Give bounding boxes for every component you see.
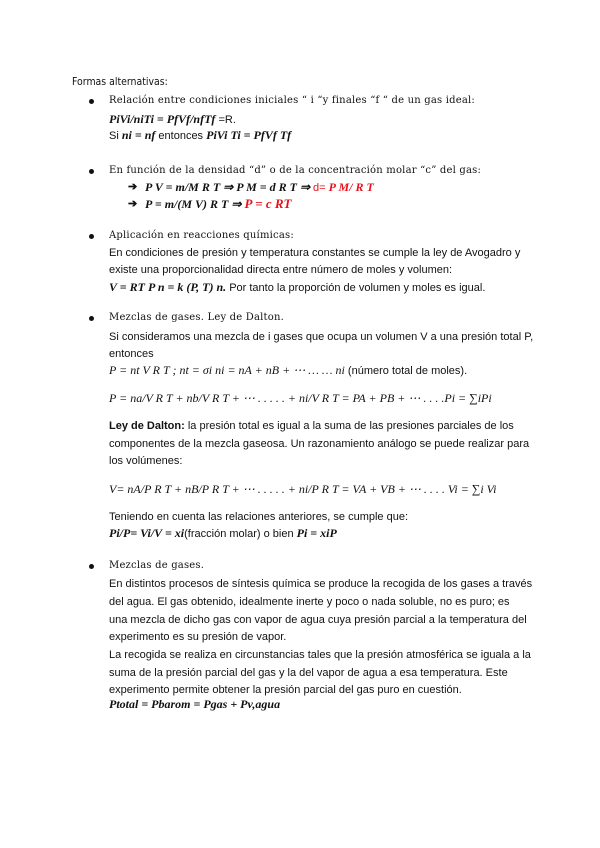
text: Si [109, 130, 122, 142]
s5-line: En distintos procesos de síntesis química se produce la recogida de los gases a través [109, 578, 533, 590]
s4-line2: entonces [109, 348, 154, 360]
equation: P V = m/M R T ⇒ P M = d R T ⇒ [145, 180, 314, 194]
equation: PiVi/niTi = PfVf/nfTf [109, 112, 216, 126]
s4-eq1 [109, 363, 467, 378]
bullet-icon [89, 564, 94, 569]
s4-line5: Teniendo en cuenta las relaciones anteriores, se cumple que: [109, 511, 409, 523]
s5-line: una mezcla de dicho gas con vapor de agua cuya presión parcial a la temperatura del [109, 614, 527, 626]
s3-line3 [109, 280, 485, 295]
section-title: Formas alternativas: [72, 75, 168, 88]
bullet-icon [89, 169, 94, 174]
s4-line4: los volúmenes: [109, 455, 183, 467]
s3-line2: existe una proporcionalidad directa entre número de moles y volumen: [109, 264, 453, 276]
equation: P = m/(M V) R T ⇒ [145, 197, 245, 211]
highlight: d= [313, 182, 329, 194]
s3-line1: En condiciones de presión y temperatura constantes se cumple la ley de Avogadro y [109, 247, 521, 259]
s2-eq2 [145, 197, 291, 212]
s4-eq2 [109, 391, 492, 406]
s1-heading: Relación entre condiciones iniciales “ i “y finales “f “ de un gas ideal: [109, 95, 475, 106]
s2-eq1 [145, 180, 374, 195]
equation: Ptotal = Pbarom = Pgas + Pv,agua [109, 697, 281, 711]
label: Ley de Dalton: [109, 420, 185, 432]
equation: P = nt V R T ; nt = σi ni = nA + nB + ⋯ … … ni [109, 363, 345, 377]
s4-line3: componentes de la mezcla gaseosa. Un razonamiento análogo se puede realizar para [109, 438, 530, 450]
text: (fracción molar) o bien [184, 528, 297, 540]
bullet-icon [89, 316, 94, 321]
s5-eq [109, 697, 280, 712]
s5-line: experimento es su presión de vapor. [109, 631, 287, 643]
equation: P = na/V R T + nb/V R T + ⋯ . . . . . + ni/V R T = PA + PB + ⋯ . . . .Pi = ∑iPi [109, 391, 492, 405]
equation: V= nA/P R T + nB/P R T + ⋯ . . . . . + ni/P R T = VA + VB + ⋯ . . . . Vi = ∑i Vi [109, 482, 497, 496]
highlight-equation: P = c RT [244, 196, 292, 211]
s4-eq4 [109, 526, 337, 541]
text: (número total de moles). [344, 365, 468, 377]
arrow-icon: ➔ [128, 181, 138, 193]
s4-line1: Si consideramos una mezcla de i gases que ocupa un volumen V a una presión total P, [109, 331, 534, 343]
equation: Pi/P= Vi/V = xi [109, 526, 185, 540]
text: =R. [215, 114, 236, 126]
s4-eq3 [109, 482, 496, 497]
equation: ni = nf [121, 128, 156, 142]
text: la presión total es igual a la suma de las presiones parciales de los [184, 420, 514, 432]
s4-dalton [109, 419, 514, 433]
s2-heading: En función de la densidad “d” o de la concentración molar “c” del gas: [109, 165, 482, 176]
s5-line: del agua. El gas obtenido, idealmente inerte y poco o nada soluble, no es puro; es [109, 596, 510, 608]
s4-heading: Mezclas de gases. Ley de Dalton. [109, 312, 285, 323]
s5-line: La recogida se realiza en circunstancias tales que la presión atmosférica se iguala a la [109, 649, 531, 661]
bullet-icon [89, 234, 94, 239]
s1-line2 [109, 128, 291, 143]
s5-heading: Mezclas de gases. [109, 560, 205, 571]
equation: PiVi Ti = PfVf Tf [206, 128, 292, 142]
s5-line: experimento permite obtener la presión parcial del gas puro en cuestión. [109, 684, 462, 696]
bullet-icon [89, 99, 94, 104]
highlight-equation: P M/ R T [328, 180, 374, 194]
arrow-icon: ➔ [128, 198, 138, 210]
equation: Pi = xiP [296, 526, 337, 540]
text: Por tanto la proporción de volumen y moles es igual. [226, 282, 486, 294]
s5-line: suma de la presión parcial del gas y la del vapor de agua a esa temperatura. Este [109, 667, 508, 679]
text: entonces [155, 130, 207, 142]
s3-heading: Aplicación en reacciones químicas: [109, 230, 294, 241]
equation: V = RT P n = k (P, T) n. [109, 280, 227, 294]
s1-eq1 [109, 112, 236, 127]
